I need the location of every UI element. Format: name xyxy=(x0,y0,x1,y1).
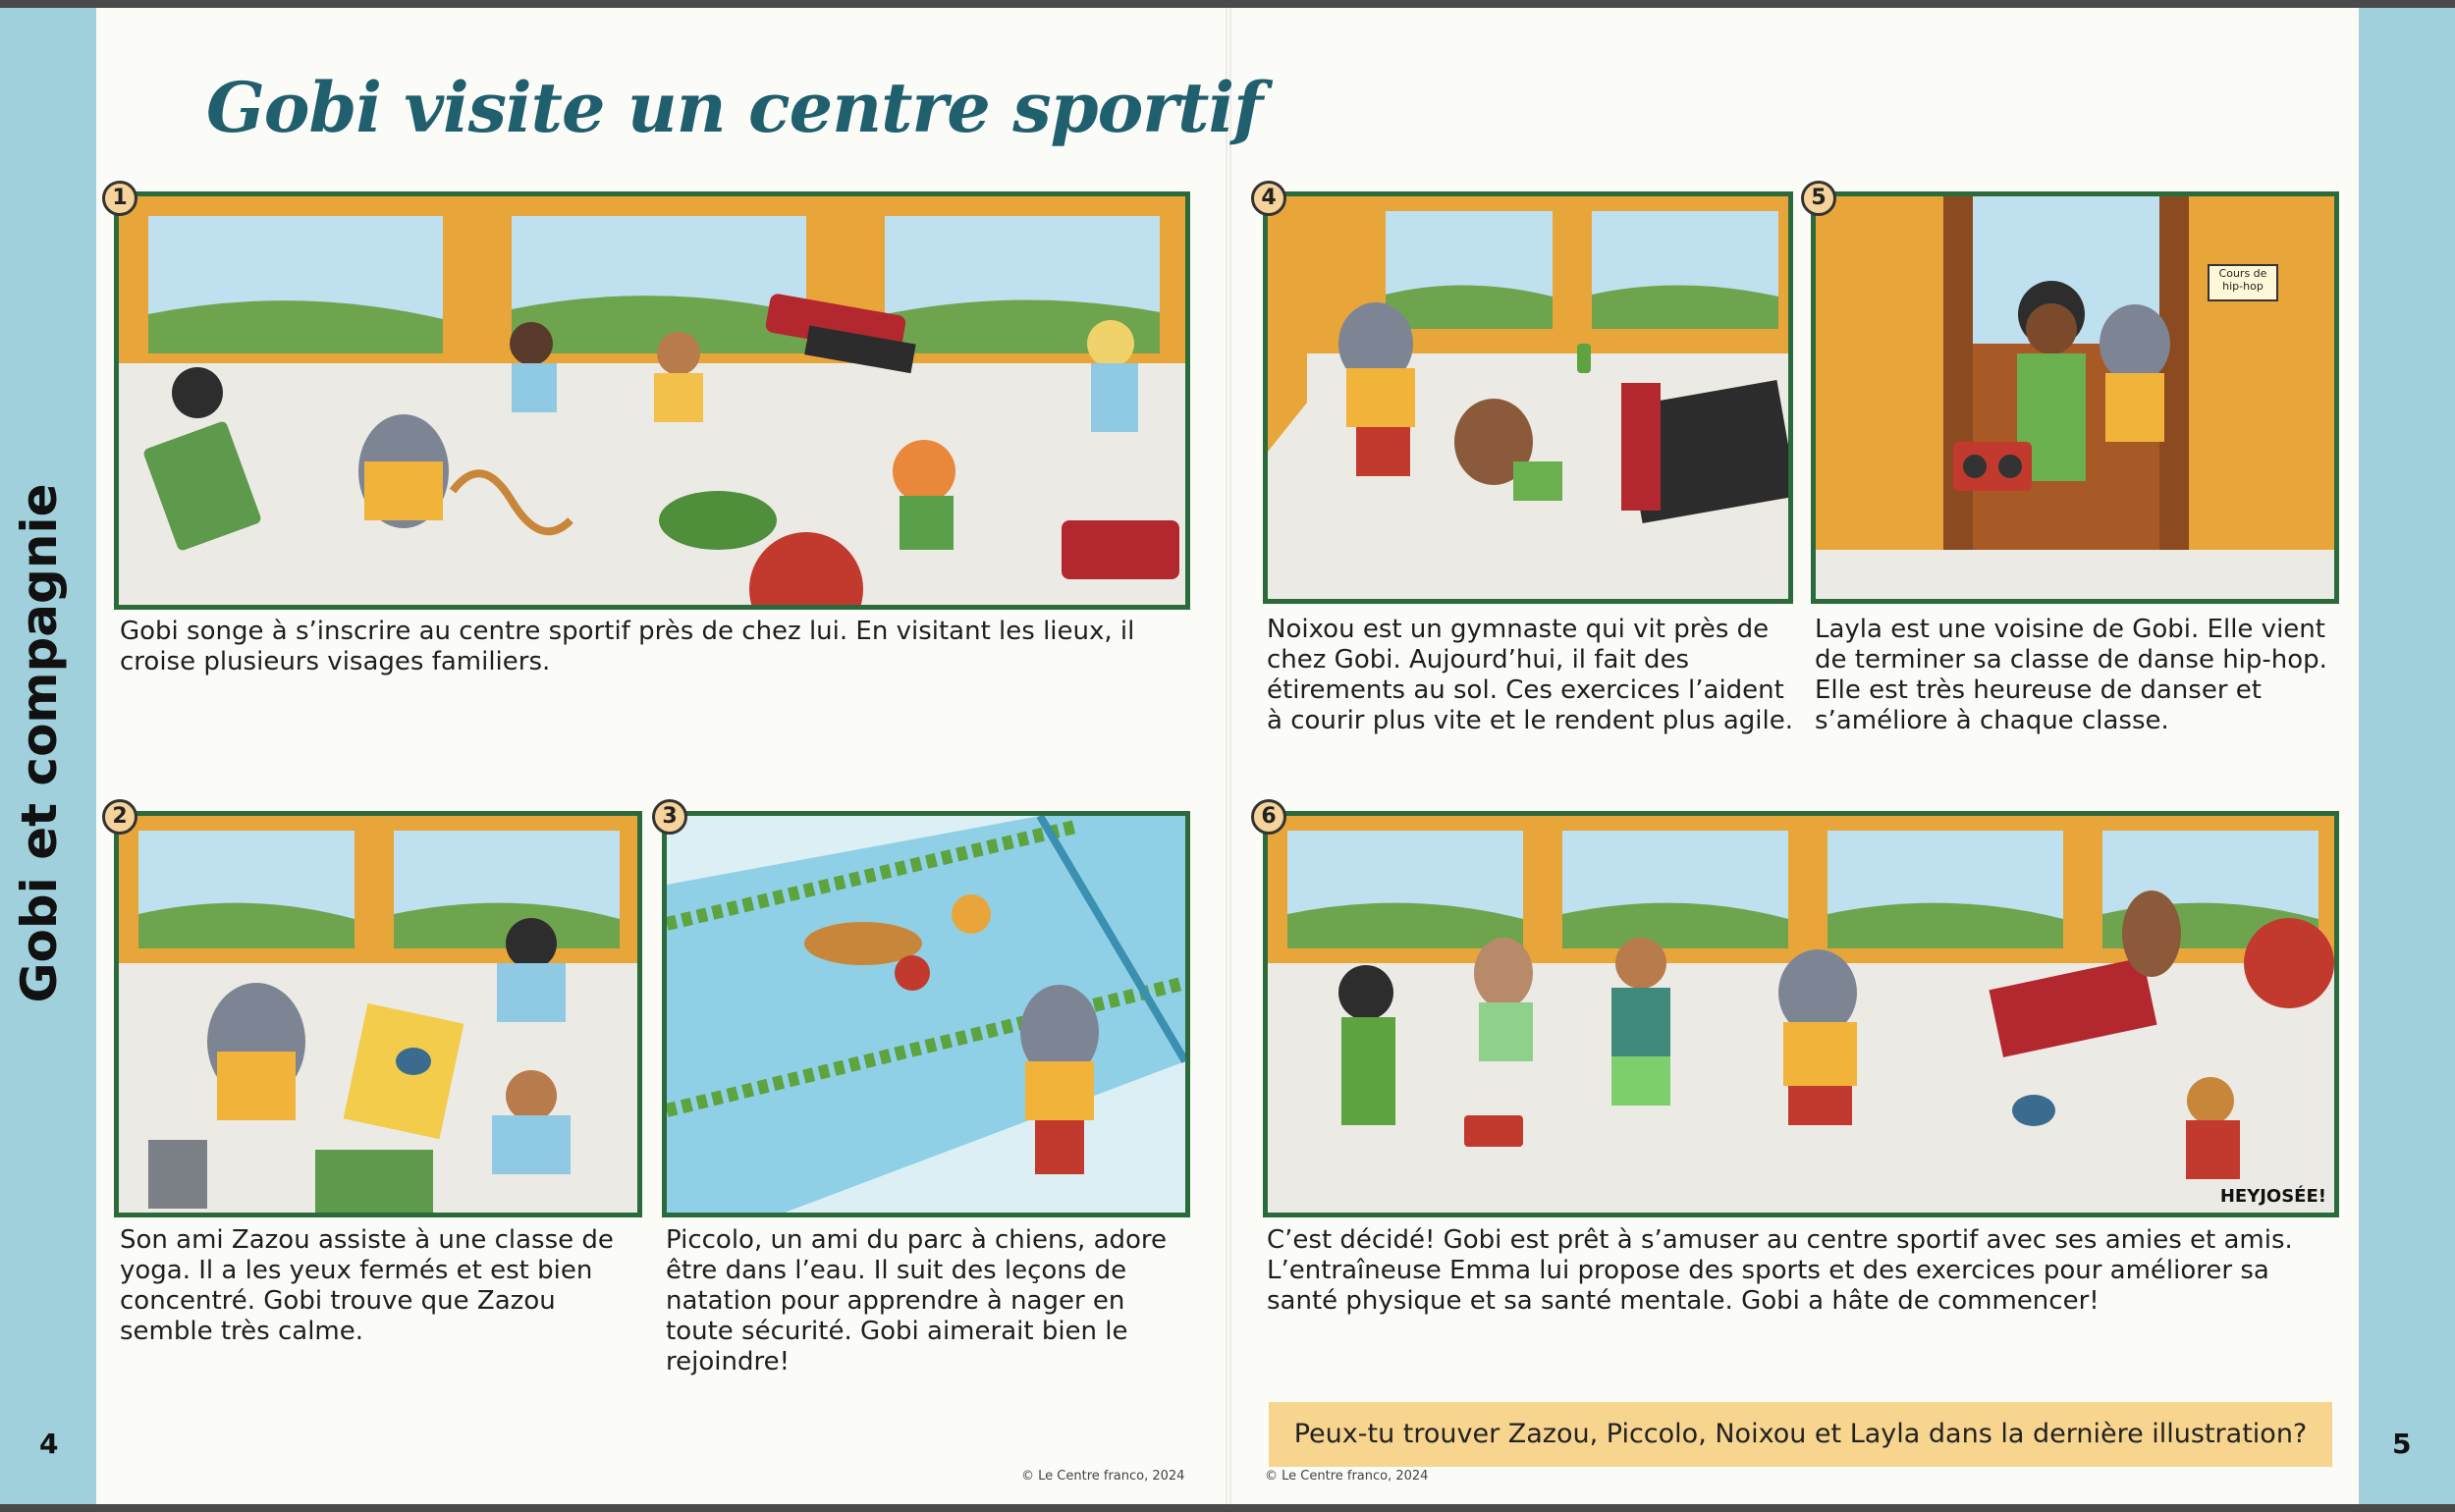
question-box: Peux-tu trouver Zazou, Piccolo, Noixou et Layla dans la dernière illustration? xyxy=(1269,1402,2332,1467)
panel-1-illustration xyxy=(114,191,1190,610)
panel-6-illustration xyxy=(1263,811,2339,1217)
panel-4-illustration xyxy=(1263,191,1793,604)
panel-5-illustration xyxy=(1811,191,2339,604)
panel-4-number: 4 xyxy=(1251,181,1286,216)
book-spine xyxy=(1226,8,1231,1504)
panel-2-caption: Son ami Zazou assiste à une classe de yoga. Il a les yeux fermés et est bien concentré. Gobi trouve que Zazou semble très calme. xyxy=(120,1225,614,1346)
side-title: Gobi et compagnie xyxy=(11,483,68,1003)
panel-3-illustration xyxy=(662,811,1190,1217)
page-number-left: 4 xyxy=(39,1428,59,1460)
panel-3-number: 3 xyxy=(652,799,687,835)
panel-1-number: 1 xyxy=(102,181,137,216)
page-title: Gobi visite un centre sportif xyxy=(206,67,1263,148)
panel-5-number: 5 xyxy=(1801,181,1836,216)
page-number-right: 5 xyxy=(2392,1428,2412,1460)
right-accent-band xyxy=(2359,8,2455,1504)
panel-2-illustration xyxy=(114,811,642,1217)
panel-6-caption: C’est décidé! Gobi est prêt à s’amuser au centre sportif avec ses amies et amis. L’entraîneuse Emma lui propose des sports et des exercices pour améliorer sa santé physique et sa santé mentale. Gobi a hâte de commencer! xyxy=(1267,1225,2293,1316)
panel-6-number: 6 xyxy=(1251,799,1286,835)
panel-3-caption: Piccolo, un ami du parc à chiens, adore être dans l’eau. Il suit des leçons de natation pour apprendre à nager en toute sécurité. Gobi aimerait bien le rejoindre! xyxy=(666,1225,1168,1377)
panel-1-caption: Gobi songe à s’inscrire au centre sportif près de chez lui. En visitant les lieux, il croise plusieurs visages familiers. xyxy=(120,617,1135,676)
artist-signature: HEYJOSÉE! xyxy=(2219,1186,2326,1207)
copyright-right: © Le Centre franco, 2024 xyxy=(1265,1469,1429,1484)
panel-2-number: 2 xyxy=(102,799,137,835)
hiphop-sign: Cours de hip-hop xyxy=(2218,267,2267,293)
panel-5-caption: Layla est une voisine de Gobi. Elle vient de terminer sa classe de danse hip-hop. Elle est très heureuse de danser et s’améliore à chaque classe. xyxy=(1815,615,2327,735)
book-spread xyxy=(0,8,2455,1504)
panel-4-caption: Noixou est un gymnaste qui vit près de chez Gobi. Aujourd’hui, il fait des étirements au sol. Ces exercices l’aident à courir plus vite et le rendent plus agile. xyxy=(1267,615,1793,735)
copyright-left: © Le Centre franco, 2024 xyxy=(1021,1469,1185,1484)
